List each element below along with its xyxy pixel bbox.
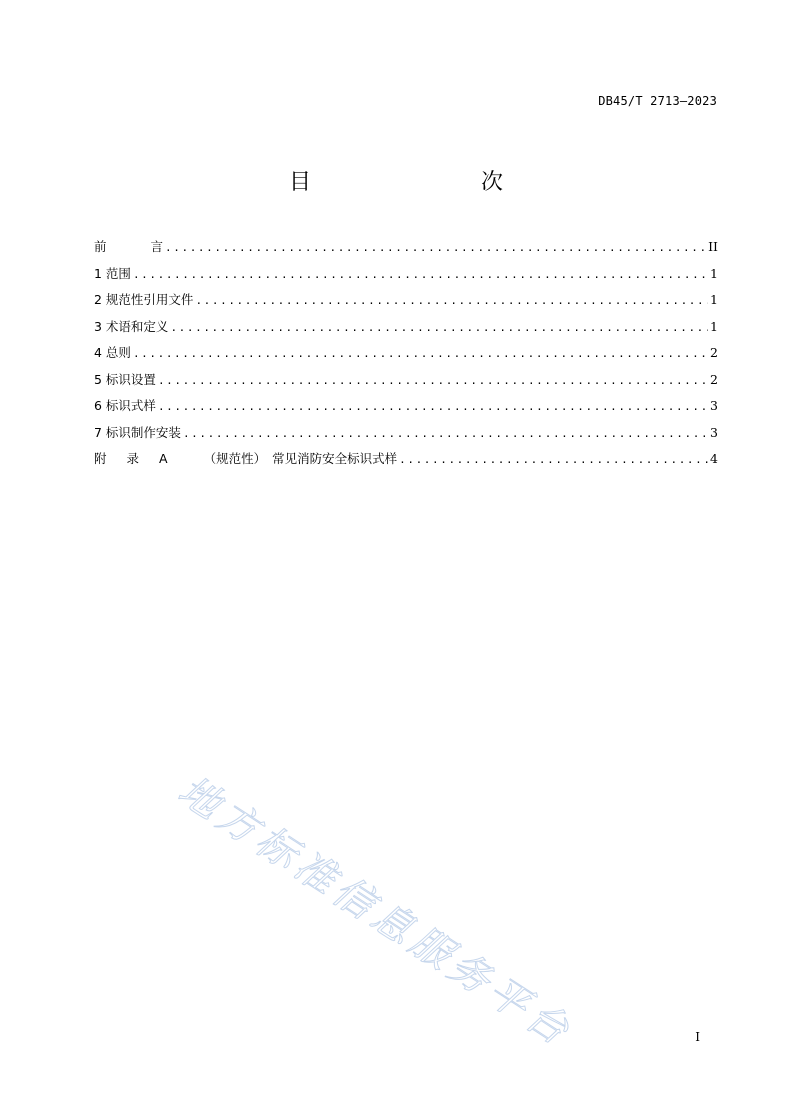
toc-page-number: 1 — [710, 265, 718, 281]
toc-page-number: II — [708, 239, 718, 254]
toc-label: 7 标识制作安装 — [94, 424, 181, 440]
toc-page-number: 2 — [710, 345, 718, 360]
toc-page-number: 4 — [710, 451, 718, 466]
toc-leader-dots — [170, 321, 708, 334]
toc-page-number: 2 — [710, 371, 718, 387]
toc-label-part: 常见消防安全标识式样 — [272, 451, 398, 466]
toc-page-number: 3 — [710, 398, 718, 413]
toc-entry-sign-setting[interactable] — [94, 370, 718, 397]
toc-leader-dots — [133, 268, 708, 281]
toc-label: 3 术语和定义 — [94, 318, 169, 334]
toc-label: 2 规范性引用文件 — [94, 292, 194, 307]
toc-label-part: （规范性） — [203, 451, 267, 466]
toc-leader-dots — [158, 374, 708, 387]
toc-entry-general[interactable] — [94, 343, 718, 370]
document-code: DB45/T 2713—2023 — [598, 94, 717, 108]
toc-leader-dots — [133, 347, 708, 360]
toc-label-part: 言 — [150, 239, 164, 254]
toc-leader-dots — [165, 241, 706, 254]
toc-leader-dots — [399, 453, 708, 466]
toc-page-number: 1 — [710, 318, 718, 334]
toc-label: 4 总则 — [94, 345, 131, 360]
toc-label: 6 标识式样 — [94, 398, 156, 413]
toc-entry-terms[interactable] — [94, 317, 718, 344]
toc-title: 目 次 — [288, 170, 545, 195]
toc-label: 前 — [94, 239, 107, 254]
toc-label-part: 录 — [126, 451, 140, 466]
toc-label: 1 范围 — [94, 265, 131, 281]
toc-leader-dots — [183, 427, 708, 440]
page-number: I — [695, 1030, 700, 1044]
toc-label: 附 — [94, 451, 107, 466]
toc-leader-dots — [158, 400, 708, 413]
toc-entry-sign-installation[interactable] — [94, 423, 718, 450]
toc-entry-sign-style[interactable] — [94, 396, 718, 423]
watermark: 地方标准信息服务平台 — [170, 767, 581, 1057]
toc-label-part: A — [159, 451, 168, 466]
toc-label: 5 标识设置 — [94, 371, 156, 387]
toc-page-number: 3 — [710, 424, 718, 440]
toc-page-number: 1 — [710, 292, 718, 307]
toc-leader-dots — [195, 294, 708, 307]
toc-entry-foreword[interactable] — [94, 237, 718, 264]
table-of-contents — [94, 237, 718, 476]
toc-entry-normative-references[interactable] — [94, 290, 718, 317]
toc-entry-scope[interactable] — [94, 264, 718, 291]
toc-entry-appendix-a[interactable] — [94, 449, 718, 476]
